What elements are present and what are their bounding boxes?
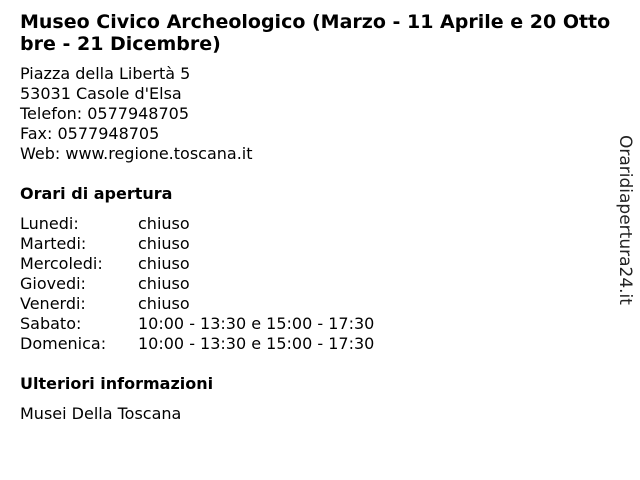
day-hours: chiuso: [138, 274, 190, 293]
hours-row-tuesday: [20, 234, 374, 254]
address-block: [20, 64, 253, 164]
hours-row-friday: [20, 294, 374, 314]
fax-number: Fax: 0577948705: [20, 124, 160, 143]
address-city: 53031 Casole d'Elsa: [20, 84, 182, 103]
opening-hours-table: [20, 214, 374, 354]
website: Web: www.regione.toscana.it: [20, 144, 253, 163]
hours-row-wednesday: [20, 254, 374, 274]
day-label: Martedi:: [20, 234, 87, 253]
hours-row-sunday: [20, 334, 374, 354]
hours-row-saturday: [20, 314, 374, 334]
more-info-heading: Ulteriori informazioni: [20, 374, 214, 393]
day-hours: chiuso: [138, 234, 190, 253]
day-hours: chiuso: [138, 254, 190, 273]
day-label: Lunedi:: [20, 214, 79, 233]
day-hours: 10:00 - 13:30 e 15:00 - 17:30: [138, 314, 375, 333]
address-street: Piazza della Libertà 5: [20, 64, 191, 83]
day-label: Mercoledi:: [20, 254, 103, 273]
hours-row-monday: [20, 214, 374, 234]
day-label: Venerdi:: [20, 294, 86, 313]
phone-number: Telefon: 0577948705: [20, 104, 190, 123]
day-label: Giovedi:: [20, 274, 86, 293]
day-hours: chiuso: [138, 214, 190, 233]
more-info-text: Musei Della Toscana: [20, 404, 182, 423]
day-hours: 10:00 - 13:30 e 15:00 - 17:30: [138, 334, 375, 353]
page-title: Museo Civico Archeologico (Marzo - 11 Aprile e 20 Ottobre - 21 Dicembre): [20, 11, 611, 55]
site-watermark: Oraridiapertura24.it: [615, 135, 635, 305]
day-label: Sabato:: [20, 314, 82, 333]
opening-hours-heading: Orari di apertura: [20, 184, 173, 203]
day-hours: chiuso: [138, 294, 190, 313]
day-label: Domenica:: [20, 334, 107, 353]
hours-row-thursday: [20, 274, 374, 294]
